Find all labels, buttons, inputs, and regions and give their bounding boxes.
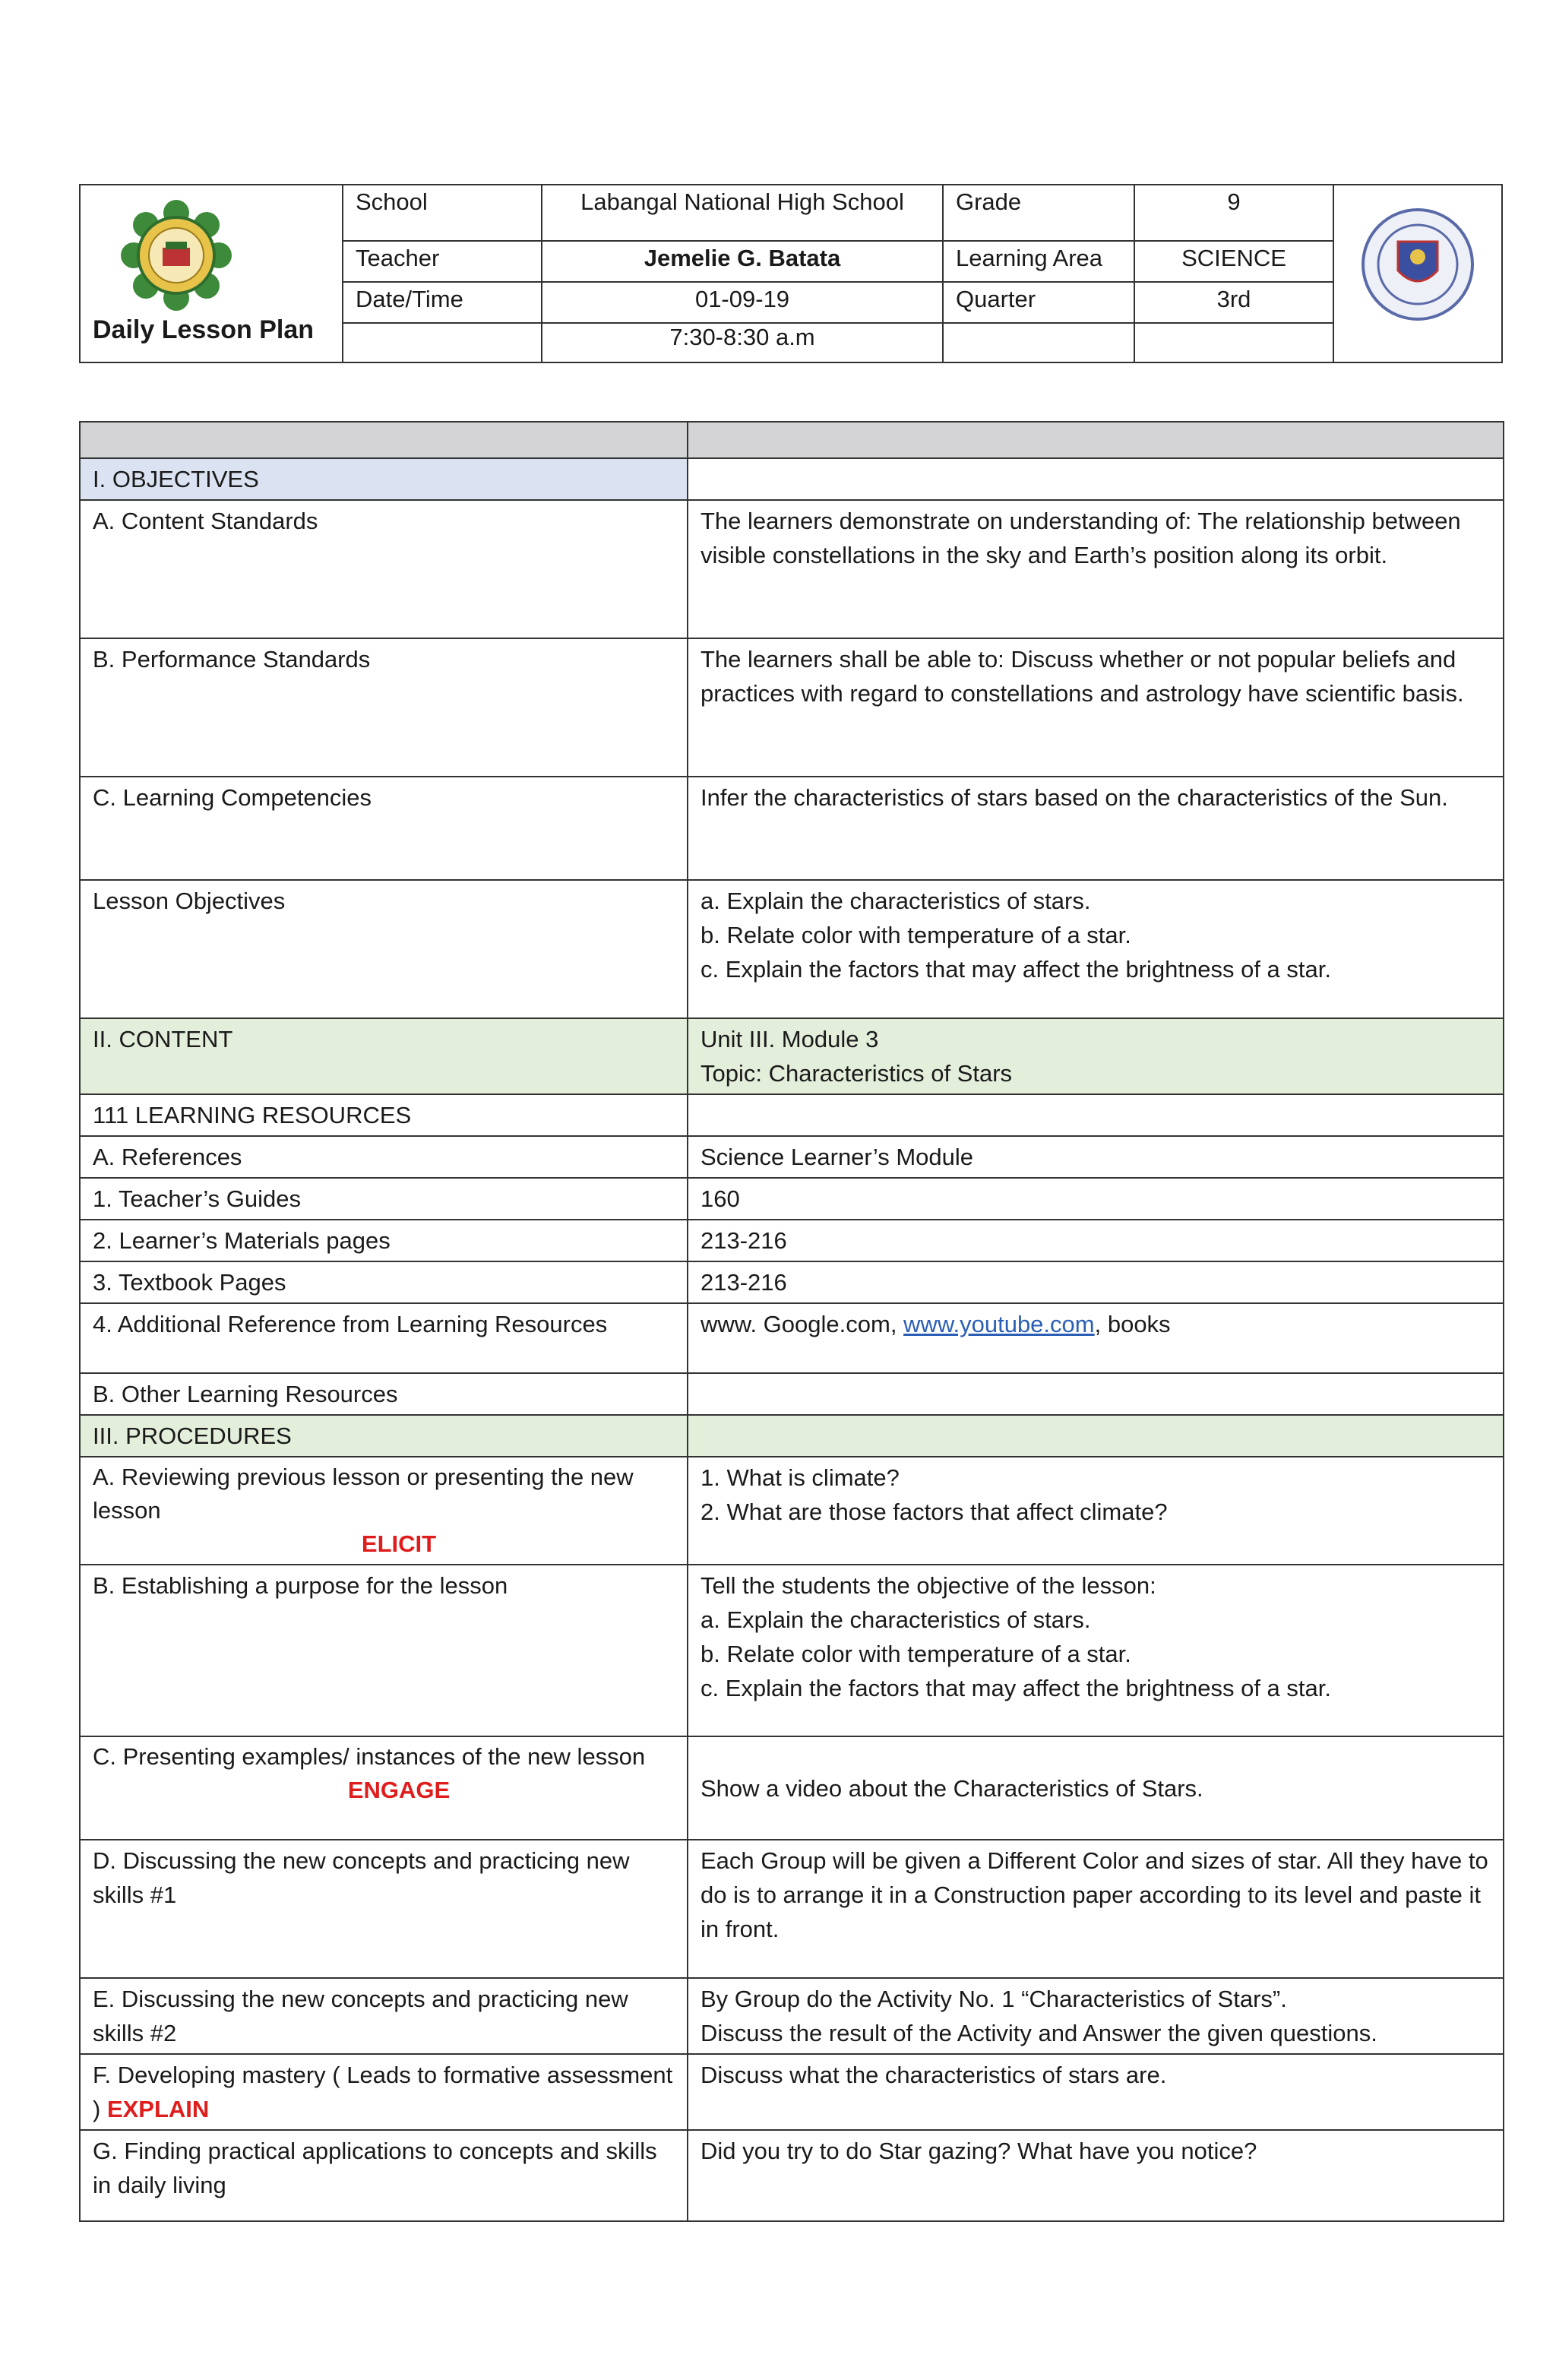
topic-text: Topic: Characteristics of Stars: [701, 1060, 1013, 1087]
table-row: [80, 1736, 1504, 1840]
deped-seal-icon: [1360, 207, 1475, 322]
mastery-cell: [80, 2054, 688, 2130]
presenting-cell: [80, 1736, 688, 1840]
empty-cell: [688, 458, 1504, 500]
teachers-guides-value: 160: [688, 1178, 1504, 1220]
lesson-plan-header: [79, 184, 1503, 363]
table-row: [80, 1018, 1504, 1094]
table-row: [80, 2054, 1504, 2130]
performance-standards-text: The learners shall be able to: Discuss whether or not popular beliefs and practices with regard to constellations and astrology have scientific basis.: [688, 638, 1504, 777]
learning-area-value: SCIENCE: [1134, 240, 1334, 283]
procedures-heading: III. PROCEDURES: [80, 1415, 688, 1457]
table-row: [80, 1373, 1504, 1415]
other-resources-label: B. Other Learning Resources: [80, 1373, 688, 1415]
materials-pages-label: 2. Learner’s Materials pages: [80, 1220, 688, 1261]
activity-line: By Group do the Activity No. 1 “Characteristics of Stars”.: [701, 1986, 1287, 2012]
youtube-link[interactable]: www.youtube.com: [903, 1311, 1095, 1337]
question-item: 2. What are those factors that affect climate?: [701, 1499, 1168, 1525]
additional-reference-value: [688, 1303, 1504, 1373]
reference-text: www. Google.com,: [701, 1311, 904, 1337]
purpose-list: [688, 1565, 1504, 1736]
empty-cell: [688, 1094, 1504, 1136]
purpose-intro: Tell the students the objective of the lesson:: [701, 1572, 1156, 1599]
content-value: [688, 1018, 1504, 1094]
school-value: Labangal National High School: [541, 184, 944, 242]
school-logo-icon: [115, 199, 237, 312]
table-row: [80, 638, 1504, 777]
empty-cell: [942, 322, 1135, 363]
table-row: [80, 2130, 1504, 2221]
table-row: [80, 458, 1504, 500]
table-row: [80, 1840, 1504, 1978]
table-header-row: [80, 422, 1504, 458]
additional-reference-label: 4. Additional Reference from Learning Resources: [80, 1303, 688, 1373]
objective-item: a. Explain the characteristics of stars.: [701, 1606, 1091, 1633]
teacher-label: Teacher: [342, 240, 542, 283]
table-row: [80, 1094, 1504, 1136]
quarter-label: Quarter: [942, 281, 1135, 324]
discussing2-text: [688, 1978, 1504, 2054]
learning-resources-heading: 111 LEARNING RESOURCES: [80, 1094, 688, 1136]
mastery-label: F. Developing mastery ( Leads to formative assessment ): [93, 2062, 673, 2122]
objective-item: c. Explain the factors that may affect the brightness of a star.: [701, 956, 1331, 983]
datetime-label: Date/Time: [342, 281, 542, 324]
presenting-label: C. Presenting examples/ instances of the new lesson: [93, 1743, 646, 1770]
mastery-text: Discuss what the characteristics of stars are.: [688, 2054, 1504, 2130]
reviewing-label: A. Reviewing previous lesson or presenting the new lesson: [93, 1464, 634, 1524]
school-logo-cell: [79, 184, 343, 363]
objectives-heading: I. OBJECTIVES: [80, 458, 688, 500]
lesson-plan-table: [79, 421, 1504, 2222]
presenting-text: Show a video about the Characteristics of Stars.: [688, 1736, 1504, 1840]
content-standards-label: A. Content Standards: [80, 500, 688, 638]
discussing1-label: D. Discussing the new concepts and practicing new skills #1: [80, 1840, 688, 1978]
engage-tag: ENGAGE: [347, 1777, 451, 1803]
question-item: 1. What is climate?: [701, 1464, 900, 1491]
table-row: [80, 1303, 1504, 1373]
textbook-pages-label: 3. Textbook Pages: [80, 1261, 688, 1303]
reviewing-questions: [688, 1457, 1504, 1565]
elicit-tag: ELICIT: [361, 1530, 437, 1557]
content-standards-text: The learners demonstrate on understanding of: The relationship between visible constellations in the sky and Earth’s position along its orbit.: [688, 500, 1504, 638]
empty-label-cell: [342, 322, 542, 363]
time-value: 7:30-8:30 a.m: [541, 322, 944, 363]
empty-cell: [1134, 322, 1334, 363]
teachers-guides-label: 1. Teacher’s Guides: [80, 1178, 688, 1220]
table-row: [80, 880, 1504, 1018]
grade-label: Grade: [942, 184, 1135, 242]
objective-item: a. Explain the characteristics of stars.: [701, 888, 1091, 914]
date-value: 01-09-19: [541, 281, 944, 324]
header-cell: [80, 422, 688, 458]
table-row: [80, 1136, 1504, 1178]
explain-tag: EXPLAIN: [106, 2096, 210, 2122]
seal-cell: [1333, 184, 1503, 363]
table-row: [80, 1178, 1504, 1220]
teacher-value: Jemelie G. Batata: [541, 240, 944, 283]
textbook-pages-value: 213-216: [688, 1261, 1504, 1303]
reference-text: , books: [1094, 1311, 1171, 1337]
table-row: [80, 1415, 1504, 1457]
quarter-value: 3rd: [1134, 281, 1334, 324]
header-cell: [688, 422, 1504, 458]
school-label: School: [342, 184, 542, 242]
discussing1-text: Each Group will be given a Different Color and sizes of star. All they have to do is to arrange it in a Construction paper according to its level and paste it in front.: [688, 1840, 1504, 1978]
table-row: [80, 777, 1504, 880]
purpose-label: B. Establishing a purpose for the lesson: [80, 1565, 688, 1736]
empty-cell: [688, 1415, 1504, 1457]
applications-text: Did you try to do Star gazing? What have you notice?: [688, 2130, 1504, 2221]
table-row: [80, 1220, 1504, 1261]
materials-pages-value: 213-216: [688, 1220, 1504, 1261]
table-row: [80, 500, 1504, 638]
reviewing-cell: [80, 1457, 688, 1565]
learning-competencies-text: Infer the characteristics of stars based on the characteristics of the Sun.: [688, 777, 1504, 880]
learning-area-label: Learning Area: [942, 240, 1135, 283]
performance-standards-label: B. Performance Standards: [80, 638, 688, 777]
content-heading: II. CONTENT: [80, 1018, 688, 1094]
table-row: [80, 1457, 1504, 1565]
lesson-objectives-label: Lesson Objectives: [80, 880, 688, 1018]
objective-item: b. Relate color with temperature of a star.: [701, 922, 1131, 948]
activity-line: Discuss the result of the Activity and Answer the given questions.: [701, 2020, 1377, 2046]
grade-value: 9: [1134, 184, 1334, 242]
references-value: Science Learner’s Module: [688, 1136, 1504, 1178]
discussing2-label: E. Discussing the new concepts and practicing new skills #2: [80, 1978, 688, 2054]
applications-label: G. Finding practical applications to concepts and skills in daily living: [80, 2130, 688, 2221]
objective-item: c. Explain the factors that may affect the brightness of a star.: [701, 1675, 1331, 1701]
learning-competencies-label: C. Learning Competencies: [80, 777, 688, 880]
table-row: [80, 1978, 1504, 2054]
references-label: A. References: [80, 1136, 688, 1178]
table-row: [80, 1565, 1504, 1736]
objective-item: b. Relate color with temperature of a star.: [701, 1641, 1131, 1667]
lesson-objectives-list: [688, 880, 1504, 1018]
table-row: [80, 1261, 1504, 1303]
document-title: Daily Lesson Plan: [93, 315, 314, 344]
unit-text: Unit III. Module 3: [701, 1026, 879, 1052]
empty-cell: [688, 1373, 1504, 1415]
